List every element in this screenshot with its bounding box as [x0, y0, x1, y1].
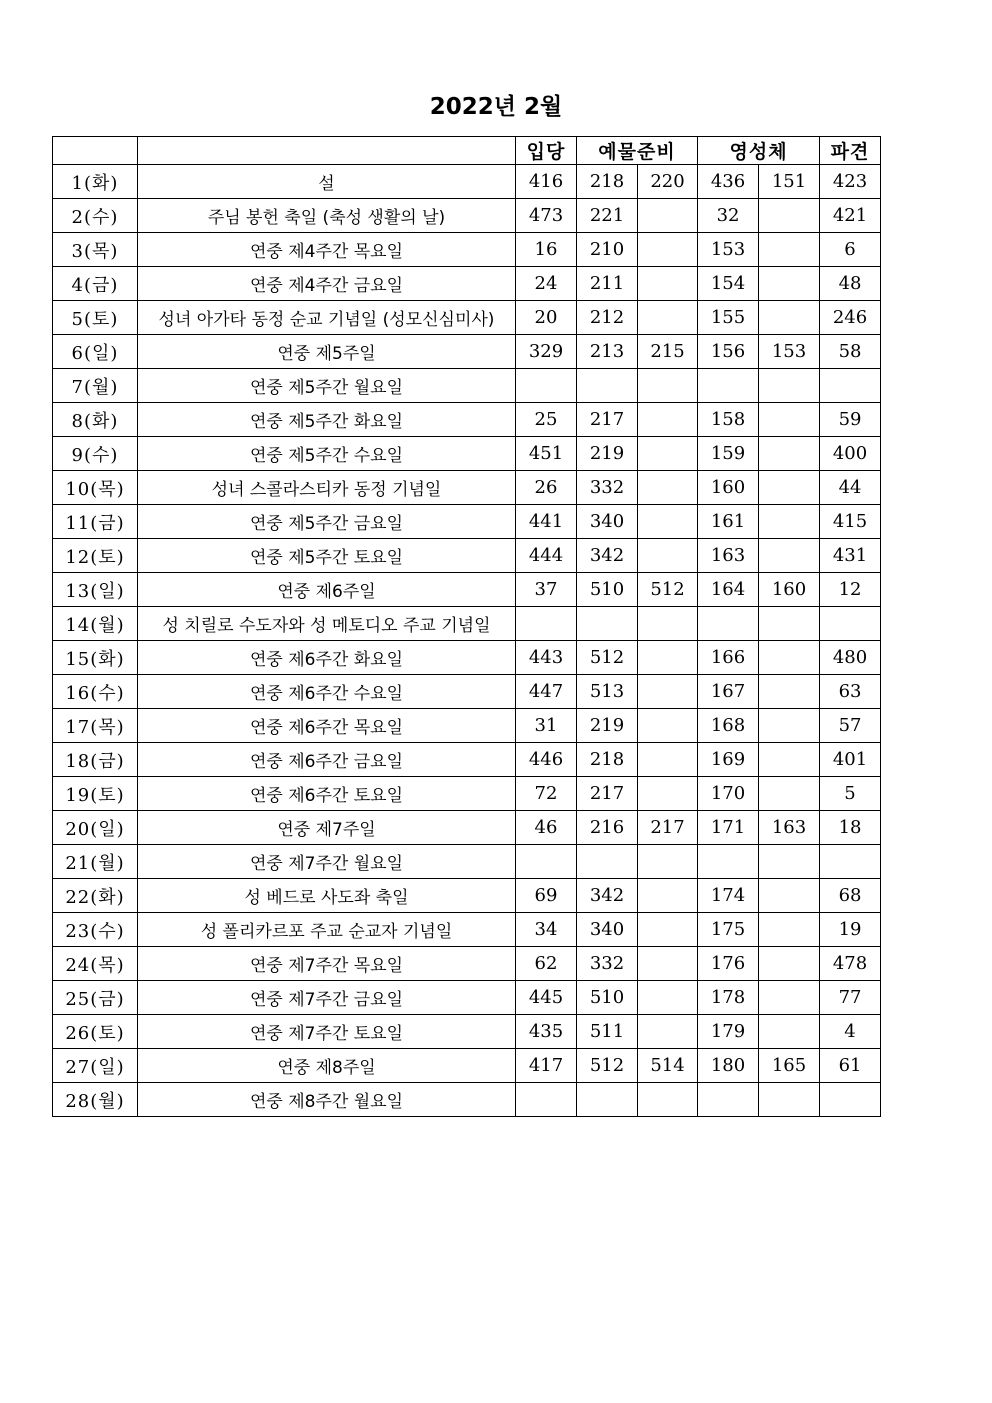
- table-row: [53, 1049, 881, 1083]
- celebration-cell: 연중 제7주간 월요일: [138, 845, 516, 879]
- offertory-cell-2: 220: [638, 165, 698, 199]
- celebration-cell: 연중 제4주간 금요일: [138, 267, 516, 301]
- header-entrance: 입당: [516, 137, 577, 165]
- header-offertory: 예물준비: [577, 137, 698, 165]
- entrance-cell: [516, 1083, 577, 1117]
- table-row: [53, 267, 881, 301]
- date-cell: 19(토): [53, 777, 138, 811]
- communion-cell-2: [759, 641, 820, 675]
- communion-cell-1: 176: [698, 947, 759, 981]
- header-dismissal: 파견: [820, 137, 881, 165]
- offertory-cell-1: 332: [577, 947, 638, 981]
- communion-cell-2: [759, 1015, 820, 1049]
- communion-cell-2: 160: [759, 573, 820, 607]
- dismissal-cell: 48: [820, 267, 881, 301]
- offertory-cell-2: [638, 233, 698, 267]
- table-row: [53, 675, 881, 709]
- communion-cell-2: [759, 845, 820, 879]
- communion-cell-2: [759, 233, 820, 267]
- communion-cell-2: [759, 913, 820, 947]
- communion-cell-2: [759, 369, 820, 403]
- offertory-cell-1: 512: [577, 1049, 638, 1083]
- offertory-cell-2: [638, 539, 698, 573]
- date-cell: 6(일): [53, 335, 138, 369]
- entrance-cell: 329: [516, 335, 577, 369]
- table-row: [53, 709, 881, 743]
- communion-cell-2: [759, 675, 820, 709]
- offertory-cell-1: [577, 1083, 638, 1117]
- page-title: 2022년 2월: [429, 94, 563, 120]
- communion-cell-1: 154: [698, 267, 759, 301]
- communion-cell-1: 32: [698, 199, 759, 233]
- offertory-cell-1: 221: [577, 199, 638, 233]
- date-cell: 27(일): [53, 1049, 138, 1083]
- dismissal-cell: 63: [820, 675, 881, 709]
- celebration-cell: 연중 제6주간 토요일: [138, 777, 516, 811]
- offertory-cell-2: [638, 879, 698, 913]
- celebration-cell: 연중 제5주일: [138, 335, 516, 369]
- offertory-cell-2: [638, 505, 698, 539]
- communion-cell-2: 153: [759, 335, 820, 369]
- communion-cell-1: [698, 369, 759, 403]
- offertory-cell-2: [638, 199, 698, 233]
- dismissal-cell: 58: [820, 335, 881, 369]
- communion-cell-1: 159: [698, 437, 759, 471]
- celebration-cell: 주님 봉헌 축일 (축성 생활의 날): [138, 199, 516, 233]
- entrance-cell: 26: [516, 471, 577, 505]
- communion-cell-2: [759, 607, 820, 641]
- date-cell: 21(월): [53, 845, 138, 879]
- offertory-cell-2: [638, 709, 698, 743]
- entrance-cell: 37: [516, 573, 577, 607]
- communion-cell-2: [759, 301, 820, 335]
- entrance-cell: 20: [516, 301, 577, 335]
- table-row: [53, 369, 881, 403]
- table-row: [53, 437, 881, 471]
- date-cell: 2(수): [53, 199, 138, 233]
- communion-cell-1: [698, 845, 759, 879]
- date-cell: 14(월): [53, 607, 138, 641]
- communion-cell-1: 156: [698, 335, 759, 369]
- date-cell: 15(화): [53, 641, 138, 675]
- offertory-cell-1: 342: [577, 879, 638, 913]
- offertory-cell-1: [577, 845, 638, 879]
- date-cell: 17(목): [53, 709, 138, 743]
- table-row: [53, 403, 881, 437]
- offertory-cell-1: 342: [577, 539, 638, 573]
- celebration-cell: 연중 제7주간 목요일: [138, 947, 516, 981]
- dismissal-cell: [820, 845, 881, 879]
- offertory-cell-2: 217: [638, 811, 698, 845]
- offertory-cell-2: [638, 267, 698, 301]
- communion-cell-1: 163: [698, 539, 759, 573]
- dismissal-cell: [820, 369, 881, 403]
- entrance-cell: 447: [516, 675, 577, 709]
- date-cell: 22(화): [53, 879, 138, 913]
- celebration-cell: 연중 제8주간 월요일: [138, 1083, 516, 1117]
- date-cell: 8(화): [53, 403, 138, 437]
- communion-cell-1: 171: [698, 811, 759, 845]
- celebration-cell: 연중 제5주간 화요일: [138, 403, 516, 437]
- celebration-cell: 성녀 아가타 동정 순교 기념일 (성모신심미사): [138, 301, 516, 335]
- communion-cell-2: [759, 267, 820, 301]
- offertory-cell-2: [638, 301, 698, 335]
- date-cell: 16(수): [53, 675, 138, 709]
- entrance-cell: 72: [516, 777, 577, 811]
- date-cell: 10(목): [53, 471, 138, 505]
- communion-cell-2: 151: [759, 165, 820, 199]
- celebration-cell: 설: [138, 165, 516, 199]
- communion-cell-1: 169: [698, 743, 759, 777]
- offertory-cell-2: [638, 607, 698, 641]
- dismissal-cell: 421: [820, 199, 881, 233]
- header-date: [53, 137, 138, 165]
- table-row: [53, 811, 881, 845]
- entrance-cell: 441: [516, 505, 577, 539]
- offertory-cell-2: [638, 369, 698, 403]
- offertory-cell-1: 340: [577, 913, 638, 947]
- table-row: [53, 165, 881, 199]
- date-cell: 4(금): [53, 267, 138, 301]
- dismissal-cell: 18: [820, 811, 881, 845]
- entrance-cell: 24: [516, 267, 577, 301]
- communion-cell-2: [759, 539, 820, 573]
- offertory-cell-1: [577, 607, 638, 641]
- communion-cell-1: 180: [698, 1049, 759, 1083]
- table-row: [53, 913, 881, 947]
- offertory-cell-2: [638, 403, 698, 437]
- date-cell: 11(금): [53, 505, 138, 539]
- entrance-cell: 69: [516, 879, 577, 913]
- celebration-cell: 연중 제7주간 토요일: [138, 1015, 516, 1049]
- entrance-cell: 444: [516, 539, 577, 573]
- date-cell: 26(토): [53, 1015, 138, 1049]
- entrance-cell: 451: [516, 437, 577, 471]
- date-cell: 7(월): [53, 369, 138, 403]
- communion-cell-2: [759, 199, 820, 233]
- table-row: [53, 607, 881, 641]
- communion-cell-1: 153: [698, 233, 759, 267]
- communion-cell-2: [759, 743, 820, 777]
- dismissal-cell: 19: [820, 913, 881, 947]
- celebration-cell: 성녀 스콜라스티카 동정 기념일: [138, 471, 516, 505]
- entrance-cell: 445: [516, 981, 577, 1015]
- table-row: [53, 743, 881, 777]
- offertory-cell-2: [638, 471, 698, 505]
- communion-cell-2: 163: [759, 811, 820, 845]
- dismissal-cell: 4: [820, 1015, 881, 1049]
- offertory-cell-1: 219: [577, 709, 638, 743]
- dismissal-cell: 478: [820, 947, 881, 981]
- celebration-cell: 연중 제7주간 금요일: [138, 981, 516, 1015]
- celebration-cell: 연중 제6주간 화요일: [138, 641, 516, 675]
- table-row: [53, 471, 881, 505]
- dismissal-cell: 415: [820, 505, 881, 539]
- dismissal-cell: 61: [820, 1049, 881, 1083]
- communion-cell-1: [698, 607, 759, 641]
- table-row: [53, 947, 881, 981]
- offertory-cell-1: 213: [577, 335, 638, 369]
- communion-cell-1: 166: [698, 641, 759, 675]
- offertory-cell-2: 514: [638, 1049, 698, 1083]
- celebration-cell: 연중 제6주일: [138, 573, 516, 607]
- communion-cell-1: 436: [698, 165, 759, 199]
- communion-cell-2: 165: [759, 1049, 820, 1083]
- table-row: [53, 233, 881, 267]
- offertory-cell-2: 215: [638, 335, 698, 369]
- date-cell: 28(월): [53, 1083, 138, 1117]
- dismissal-cell: [820, 607, 881, 641]
- entrance-cell: [516, 369, 577, 403]
- entrance-cell: 473: [516, 199, 577, 233]
- celebration-cell: 연중 제7주일: [138, 811, 516, 845]
- date-cell: 13(일): [53, 573, 138, 607]
- offertory-cell-1: 210: [577, 233, 638, 267]
- hymn-schedule-table: [52, 136, 881, 1117]
- dismissal-cell: [820, 1083, 881, 1117]
- entrance-cell: 435: [516, 1015, 577, 1049]
- entrance-cell: 34: [516, 913, 577, 947]
- celebration-cell: 연중 제4주간 목요일: [138, 233, 516, 267]
- header-row: [53, 137, 881, 165]
- dismissal-cell: 12: [820, 573, 881, 607]
- dismissal-cell: 480: [820, 641, 881, 675]
- table-body: [53, 165, 881, 1117]
- celebration-cell: 성 베드로 사도좌 축일: [138, 879, 516, 913]
- offertory-cell-2: [638, 437, 698, 471]
- offertory-cell-1: 332: [577, 471, 638, 505]
- date-cell: 25(금): [53, 981, 138, 1015]
- celebration-cell: 성 폴리카르포 주교 순교자 기념일: [138, 913, 516, 947]
- entrance-cell: 62: [516, 947, 577, 981]
- date-cell: 3(목): [53, 233, 138, 267]
- entrance-cell: [516, 607, 577, 641]
- offertory-cell-1: 217: [577, 777, 638, 811]
- communion-cell-1: 167: [698, 675, 759, 709]
- date-cell: 5(토): [53, 301, 138, 335]
- offertory-cell-2: 512: [638, 573, 698, 607]
- celebration-cell: 연중 제5주간 금요일: [138, 505, 516, 539]
- offertory-cell-1: 219: [577, 437, 638, 471]
- communion-cell-1: 160: [698, 471, 759, 505]
- celebration-cell: 연중 제5주간 수요일: [138, 437, 516, 471]
- entrance-cell: 416: [516, 165, 577, 199]
- entrance-cell: 16: [516, 233, 577, 267]
- offertory-cell-1: 510: [577, 573, 638, 607]
- date-cell: 9(수): [53, 437, 138, 471]
- offertory-cell-1: 512: [577, 641, 638, 675]
- communion-cell-2: [759, 1083, 820, 1117]
- communion-cell-1: 161: [698, 505, 759, 539]
- communion-cell-2: [759, 505, 820, 539]
- offertory-cell-1: 340: [577, 505, 638, 539]
- offertory-cell-2: [638, 981, 698, 1015]
- offertory-cell-1: 510: [577, 981, 638, 1015]
- communion-cell-1: 168: [698, 709, 759, 743]
- celebration-cell: 연중 제5주간 월요일: [138, 369, 516, 403]
- offertory-cell-2: [638, 743, 698, 777]
- dismissal-cell: 59: [820, 403, 881, 437]
- date-cell: 1(화): [53, 165, 138, 199]
- entrance-cell: 31: [516, 709, 577, 743]
- date-cell: 20(일): [53, 811, 138, 845]
- dismissal-cell: 246: [820, 301, 881, 335]
- dismissal-cell: 6: [820, 233, 881, 267]
- table-row: [53, 301, 881, 335]
- communion-cell-1: 164: [698, 573, 759, 607]
- celebration-cell: 연중 제6주간 금요일: [138, 743, 516, 777]
- offertory-cell-1: 218: [577, 165, 638, 199]
- communion-cell-1: 174: [698, 879, 759, 913]
- communion-cell-1: 175: [698, 913, 759, 947]
- table-row: [53, 879, 881, 913]
- dismissal-cell: 57: [820, 709, 881, 743]
- dismissal-cell: 68: [820, 879, 881, 913]
- table-row: [53, 981, 881, 1015]
- celebration-cell: 연중 제8주일: [138, 1049, 516, 1083]
- offertory-cell-2: [638, 641, 698, 675]
- offertory-cell-1: 212: [577, 301, 638, 335]
- communion-cell-2: [759, 437, 820, 471]
- communion-cell-2: [759, 403, 820, 437]
- table-row: [53, 199, 881, 233]
- celebration-cell: 연중 제6주간 수요일: [138, 675, 516, 709]
- celebration-cell: 성 치릴로 수도자와 성 메토디오 주교 기념일: [138, 607, 516, 641]
- communion-cell-1: 155: [698, 301, 759, 335]
- date-cell: 18(금): [53, 743, 138, 777]
- communion-cell-2: [759, 947, 820, 981]
- offertory-cell-2: [638, 777, 698, 811]
- table-row: [53, 335, 881, 369]
- celebration-cell: 연중 제5주간 토요일: [138, 539, 516, 573]
- table-row: [53, 777, 881, 811]
- entrance-cell: 446: [516, 743, 577, 777]
- table-row: [53, 1015, 881, 1049]
- dismissal-cell: 423: [820, 165, 881, 199]
- offertory-cell-2: [638, 1083, 698, 1117]
- communion-cell-1: 178: [698, 981, 759, 1015]
- communion-cell-1: [698, 1083, 759, 1117]
- communion-cell-1: 158: [698, 403, 759, 437]
- communion-cell-1: 170: [698, 777, 759, 811]
- communion-cell-2: [759, 981, 820, 1015]
- offertory-cell-1: 217: [577, 403, 638, 437]
- header-communion: 영성체: [698, 137, 820, 165]
- table-row: [53, 1083, 881, 1117]
- offertory-cell-1: [577, 369, 638, 403]
- communion-cell-2: [759, 777, 820, 811]
- offertory-cell-1: 218: [577, 743, 638, 777]
- entrance-cell: [516, 845, 577, 879]
- offertory-cell-2: [638, 913, 698, 947]
- offertory-cell-2: [638, 675, 698, 709]
- offertory-cell-2: [638, 1015, 698, 1049]
- dismissal-cell: 400: [820, 437, 881, 471]
- dismissal-cell: 401: [820, 743, 881, 777]
- date-cell: 23(수): [53, 913, 138, 947]
- dismissal-cell: 5: [820, 777, 881, 811]
- offertory-cell-2: [638, 845, 698, 879]
- table-row: [53, 641, 881, 675]
- dismissal-cell: 44: [820, 471, 881, 505]
- entrance-cell: 46: [516, 811, 577, 845]
- communion-cell-2: [759, 879, 820, 913]
- table-row: [53, 505, 881, 539]
- entrance-cell: 25: [516, 403, 577, 437]
- date-cell: 24(목): [53, 947, 138, 981]
- table-row: [53, 539, 881, 573]
- dismissal-cell: 77: [820, 981, 881, 1015]
- entrance-cell: 443: [516, 641, 577, 675]
- offertory-cell-1: 511: [577, 1015, 638, 1049]
- date-cell: 12(토): [53, 539, 138, 573]
- offertory-cell-1: 216: [577, 811, 638, 845]
- communion-cell-1: 179: [698, 1015, 759, 1049]
- communion-cell-2: [759, 471, 820, 505]
- table-row: [53, 845, 881, 879]
- table-row: [53, 573, 881, 607]
- header-celebration: [138, 137, 516, 165]
- communion-cell-2: [759, 709, 820, 743]
- entrance-cell: 417: [516, 1049, 577, 1083]
- dismissal-cell: 431: [820, 539, 881, 573]
- offertory-cell-1: 513: [577, 675, 638, 709]
- celebration-cell: 연중 제6주간 목요일: [138, 709, 516, 743]
- offertory-cell-2: [638, 947, 698, 981]
- offertory-cell-1: 211: [577, 267, 638, 301]
